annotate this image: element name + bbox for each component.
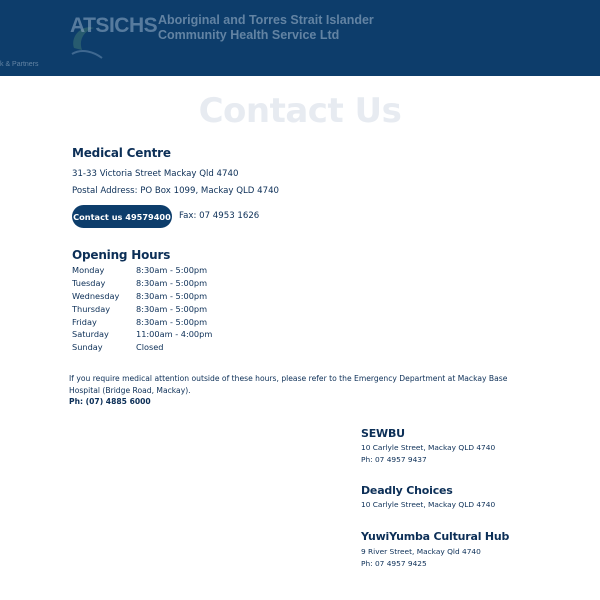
service-address: 10 Carlyle Street, Mackay QLD 4740 [361,500,496,509]
postal-address: Postal Address: PO Box 1099, Mackay QLD 4740 [72,186,280,196]
opening-hours-heading: Opening Hours [72,248,171,262]
service-title-yuwiyumba: YuwiYumba Cultural Hub [361,530,510,543]
service-title-sewbu: SEWBU [361,427,405,440]
medical-centre-address: 31-33 Victoria Street Mackay Qld 4740 [72,169,239,179]
hours-day: Sunday [72,342,103,353]
hours-time: 8:30am - 5:00pm [136,303,208,314]
hours-day: Tuesday [72,277,106,288]
org-name-line-1: Aboriginal and Torres Strait Islander [158,13,374,27]
hours-day: Thursday [72,303,111,314]
page-title: Contact Us [198,91,402,131]
emergency-phone-link[interactable]: Ph: (07) 4885 6000 [69,397,151,406]
service-title-deadly-choices: Deadly Choices [361,484,453,497]
hours-time: 11:00am - 4:00pm [136,329,213,340]
hours-time: 8:30am - 5:00pm [136,265,208,275]
breadcrumb[interactable]: k & Partners [0,61,39,68]
hours-time: 8:30am - 5:00pm [136,316,208,327]
service-address: 9 River Street, Mackay Qld 4740 [361,547,481,556]
hours-time: Closed [136,342,164,353]
org-name-line-2: Community Health Service Ltd [158,28,340,42]
medical-centre-heading: Medical Centre [72,146,171,160]
atsichs-logo[interactable] [68,8,158,58]
hours-day: Friday [72,316,97,327]
service-phone[interactable]: Ph: 07 4957 9437 [361,455,427,464]
hours-day: Monday [72,265,105,275]
logo-text: ATSICHS [70,14,158,37]
org-name [158,13,398,43]
hours-day: Wednesday [72,290,120,301]
service-address: 10 Carlyle Street, Mackay QLD 4740 [361,443,496,452]
service-phone[interactable]: Ph: 07 4957 9425 [361,559,427,568]
hours-time: 8:30am - 5:00pm [136,277,208,288]
fax-number: Fax: 07 4953 1626 [179,211,260,221]
site-header [0,0,600,76]
hours-time: 8:30am - 5:00pm [136,290,208,301]
contact-phone-button[interactable]: Contact us 49579400 [72,205,172,228]
hours-day: Saturday [72,329,109,340]
after-hours-note: If you require medical attention outside of these hours, please refer to the Emergency Department at Mackay Base Hospital (Bridge Road, Mackay). [69,374,508,395]
